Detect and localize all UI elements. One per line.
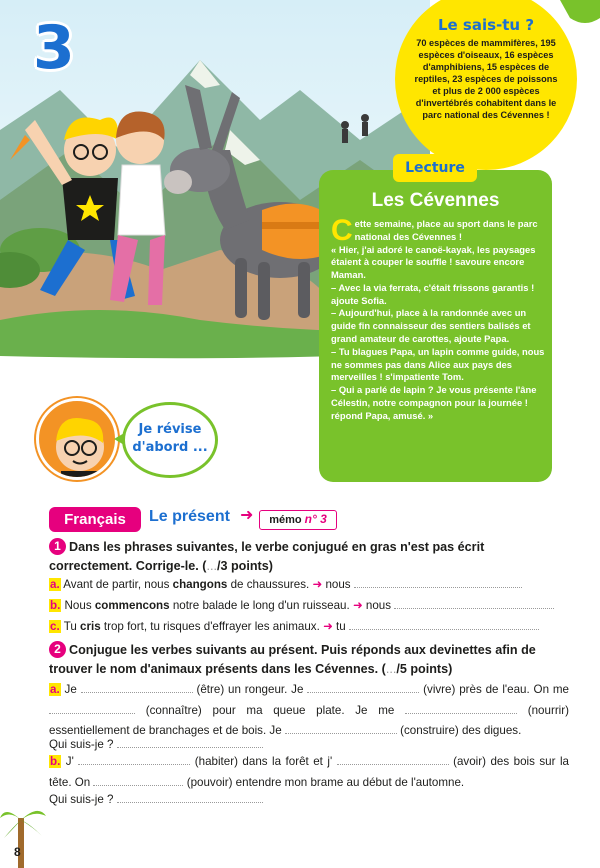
exercise-2-number: 2 [49, 641, 66, 658]
sentence-text: notre balade le long d'un ruisseau. [169, 599, 350, 612]
instruction-text: Dans les phrases suivantes, le verbe conjugué en gras n'est pas écrit correctement. Corrige-le. ( [49, 540, 485, 573]
page-number: 8 [14, 845, 21, 859]
sentence-text: de chaussures. [227, 578, 310, 591]
exercise-2-riddle-a [49, 680, 569, 742]
instruction-points: /5 points) [396, 661, 453, 676]
reading-paragraph: « Hier, j'ai adoré le canoë-kayak, les paysages étaient à couper le souffle ! savoure encore Maman. [331, 243, 536, 281]
arrow-right-icon: ➜ [240, 507, 254, 524]
item-letter: c. [50, 620, 60, 633]
exercise-1-instruction [49, 538, 569, 576]
exercise-1-item-a [49, 576, 569, 593]
item-letter: a. [50, 578, 60, 591]
arrow-right-icon: ➜ [352, 599, 363, 612]
answer-field[interactable] [78, 755, 190, 765]
boy-avatar [36, 398, 118, 480]
reading-text [331, 214, 546, 423]
instruction-text: Conjugue les verbes suivants au présent. Puis réponds aux devinettes afin de trouver le nom d'animaux présents dans les Cévennes. ( [49, 643, 536, 676]
reading-paragraph: – Avec la via ferrata, c'était frissons garantis ! ajoute Sofia. [331, 281, 535, 306]
arrow-right-icon: ➜ [312, 578, 323, 591]
question-text: Qui suis-je ? [49, 738, 114, 751]
riddle-text: (habiter) dans la forêt et j' [194, 755, 333, 768]
reading-paragraph: – Tu blagues Papa, un lapin comme guide, nous ne sommes pas dans Alice aux pays des merveilles ! s'impatiente Tom. [331, 345, 545, 383]
answer-field[interactable] [349, 620, 539, 630]
wrong-verb: cris [80, 620, 101, 633]
answer-field[interactable] [354, 578, 522, 588]
reading-paragraph: ette semaine, place au sport dans le parc national des Cévennes ! [354, 218, 538, 242]
answer-field[interactable] [307, 683, 419, 693]
answer-field[interactable] [117, 793, 263, 803]
question-text: Qui suis-je ? [49, 793, 114, 806]
memo-number: n° 3 [304, 512, 327, 526]
answer-field[interactable] [394, 599, 554, 609]
reading-badge: Lecture [393, 154, 477, 182]
riddle-text: (être) un rongeur. Je [196, 683, 304, 696]
sentence-text: Nous [64, 599, 95, 612]
exercise-1-item-b [49, 597, 569, 614]
exercise-1-number: 1 [49, 538, 66, 555]
riddle-text: (pouvoir) entendre mon brame au début de l'automne. [186, 775, 465, 789]
reading-title: Les Cévennes [371, 190, 500, 211]
revise-line1: Je révise [138, 422, 202, 437]
riddle-text: (avoir) des bois sur la tête. On [49, 755, 569, 789]
revise-line2: d'abord ... [132, 439, 208, 455]
riddle-text: J' [65, 755, 74, 768]
answer-field[interactable] [117, 738, 263, 748]
riddle-text: (vivre) près de l'eau. On me [423, 683, 569, 696]
reading-paragraph: – Qui a parlé de lapin ? Je vous présente l'âne Célestin, notre compagnon pour la journée ! répond Papa, amusé. » [331, 384, 537, 421]
answer-pronoun: nous [365, 599, 392, 612]
reading-paragraph: – Aujourd'hui, place à la randonnée avec un guide fin connaisseur des sentiers balisés et grand amateur de carottes, ajoute Papa. [331, 307, 531, 345]
did-you-know-text: 70 espèces de mammifères, 195 espèces d'oiseaux, 16 espèces d'amphibiens, 15 espèces de reptiles, 23 espèces de poissons et plus de 2 000 espèces d'invertébrés cohabitent dans le parc national des Cévennes ! [414, 38, 558, 120]
memo-reference [259, 510, 337, 530]
exercise-2-instruction [49, 641, 569, 679]
riddle-text: (connaître) pour ma queue plate. Je me [145, 703, 395, 717]
points-blank: ... [206, 558, 217, 573]
arrow-right-icon: ➜ [323, 620, 333, 633]
riddle-text: (nourrir) essentiellement de branchages et de bois. Je [49, 703, 569, 738]
answer-field[interactable] [337, 755, 449, 765]
did-you-know-title: Le sais-tu ? [437, 16, 535, 34]
sentence-text: trop fort, tu risques d'effrayer les animaux. [100, 620, 320, 633]
points-blank: ... [385, 661, 397, 676]
answer-pronoun: tu [336, 620, 346, 633]
sentence-text: Avant de partir, nous [63, 578, 173, 591]
palm-tree-icon [0, 800, 46, 868]
wrong-verb: changons [172, 578, 228, 591]
answer-field[interactable] [81, 683, 193, 693]
riddle-b-question [49, 791, 569, 808]
wrong-verb: commencons [94, 599, 170, 612]
exercise-2-riddle-b [49, 752, 569, 793]
riddle-text: Je [64, 683, 77, 696]
answer-field[interactable] [405, 704, 517, 714]
item-letter: b. [50, 755, 61, 768]
chapter-number: 3 [33, 13, 75, 83]
item-letter: b. [50, 599, 61, 612]
answer-field[interactable] [285, 724, 397, 734]
exercise-1-item-c [49, 618, 569, 635]
lesson-title: Le présent [149, 508, 230, 525]
memo-prefix: mémo [269, 514, 302, 526]
subject-label: Français [49, 507, 141, 532]
answer-field[interactable] [49, 704, 135, 714]
riddle-a-question [49, 736, 569, 753]
answer-pronoun: nous [325, 578, 351, 591]
reading-dropcap: C [331, 214, 353, 247]
riddle-text: (construire) des digues. [400, 724, 522, 738]
revise-bubble [122, 402, 218, 478]
instruction-points: /3 points) [216, 558, 273, 573]
answer-field[interactable] [93, 776, 183, 786]
item-letter: a. [50, 683, 60, 696]
sentence-text: Tu [63, 620, 81, 633]
boy-face-icon [39, 401, 118, 480]
